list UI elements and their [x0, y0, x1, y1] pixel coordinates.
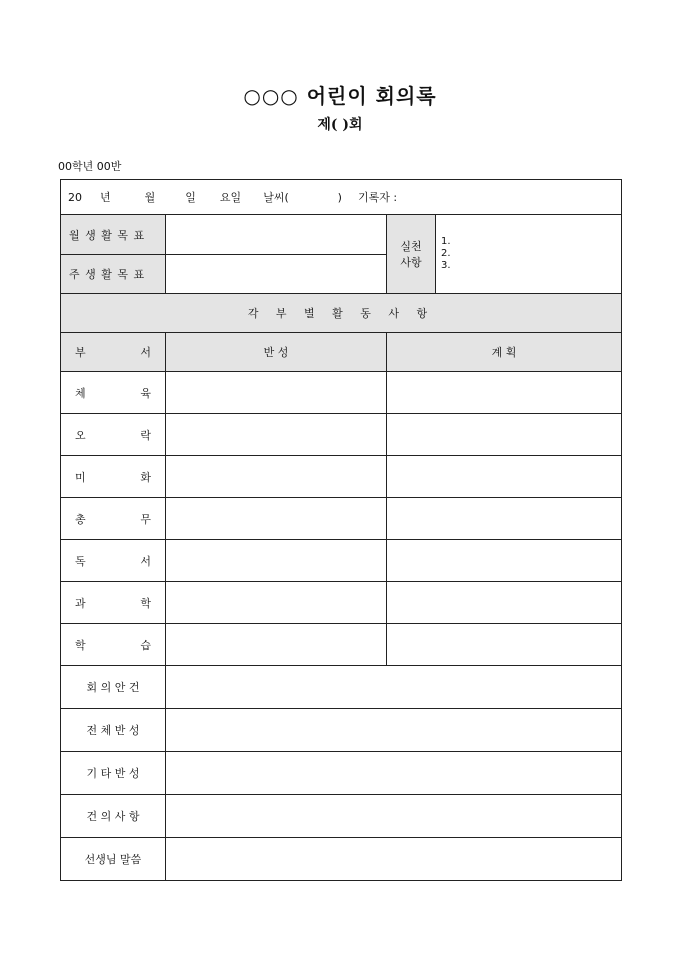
department-label-left: 과	[75, 596, 86, 610]
department-row	[61, 414, 622, 456]
department-label-right: 락	[140, 428, 151, 442]
footer-row	[61, 752, 622, 795]
monthly-goal-field[interactable]	[166, 215, 387, 255]
overall-reflection-label: 전 체 반 성	[61, 709, 166, 752]
footer-row	[61, 666, 622, 709]
department-label-left: 총	[75, 512, 86, 526]
agenda-label: 회 의 안 건	[61, 666, 166, 709]
department-label-left: 미	[75, 470, 86, 484]
footer-row	[61, 709, 622, 752]
reflection-field[interactable]	[166, 498, 387, 540]
column-header-row	[61, 333, 622, 372]
suggestions-field[interactable]	[166, 795, 622, 838]
weather-label: 날씨( )	[263, 191, 342, 204]
year-unit: 년	[100, 191, 111, 204]
meeting-minutes-form	[60, 179, 622, 881]
year-value: 20	[68, 190, 82, 204]
monthly-goal-label: 월 생 활 목 표	[61, 215, 166, 255]
department-row	[61, 540, 622, 582]
practice-label-line1: 실천	[400, 240, 422, 253]
date-cell[interactable]	[61, 180, 622, 215]
date-row	[61, 180, 622, 215]
other-reflection-label: 기 타 반 성	[61, 752, 166, 795]
session-number: 제( )회	[317, 117, 363, 133]
section-banner-row	[61, 294, 622, 333]
plan-field[interactable]	[387, 624, 622, 666]
department-label-left: 학	[75, 638, 86, 652]
department-label-left: 오	[75, 428, 86, 442]
reflection-field[interactable]	[166, 372, 387, 414]
department-row	[61, 582, 622, 624]
overall-reflection-field[interactable]	[166, 709, 622, 752]
department-label-right: 서	[140, 554, 151, 568]
department-label-right: 습	[140, 638, 151, 652]
department-label-right: 학	[140, 596, 151, 610]
department-row	[61, 456, 622, 498]
department-header-left: 부	[75, 346, 86, 359]
plan-field[interactable]	[387, 414, 622, 456]
department-header	[61, 333, 166, 372]
recorder-label: 기록자 :	[357, 191, 398, 204]
footer-row	[61, 838, 622, 881]
department-label	[61, 456, 166, 498]
plan-field[interactable]	[387, 498, 622, 540]
teacher-remarks-field[interactable]	[166, 838, 622, 881]
department-label-right: 무	[140, 512, 151, 526]
department-label-right: 육	[140, 386, 151, 400]
section-banner: 각 부 별 활 동 사 항	[61, 294, 622, 333]
department-label	[61, 624, 166, 666]
document-title: ○○○ 어린이 회의록	[243, 84, 437, 108]
department-header-right: 서	[140, 346, 151, 359]
department-label-right: 화	[140, 470, 151, 484]
plan-field[interactable]	[387, 582, 622, 624]
practice-item-2: 2.	[441, 248, 451, 259]
department-label	[61, 414, 166, 456]
weekday-label: 요일	[219, 191, 242, 204]
practice-label	[387, 215, 436, 294]
practice-items[interactable]	[436, 215, 622, 294]
department-label-left: 체	[75, 386, 86, 400]
department-row	[61, 498, 622, 540]
plan-header: 계 획	[387, 333, 622, 372]
day-unit: 일	[185, 191, 196, 204]
department-label	[61, 540, 166, 582]
month-unit: 월	[144, 191, 156, 204]
plan-field[interactable]	[387, 372, 622, 414]
plan-field[interactable]	[387, 456, 622, 498]
weekly-goal-label: 주 생 활 목 표	[61, 255, 166, 294]
department-label	[61, 582, 166, 624]
department-label	[61, 372, 166, 414]
plan-field[interactable]	[387, 540, 622, 582]
department-row	[61, 624, 622, 666]
class-label: 00학년 00반	[58, 160, 122, 173]
reflection-field[interactable]	[166, 456, 387, 498]
reflection-field[interactable]	[166, 582, 387, 624]
practice-item-3: 3.	[441, 260, 451, 271]
weekly-goal-field[interactable]	[166, 255, 387, 294]
suggestions-label: 건 의 사 항	[61, 795, 166, 838]
practice-item-1: 1.	[441, 236, 451, 247]
other-reflection-field[interactable]	[166, 752, 622, 795]
department-label-left: 독	[75, 554, 86, 568]
department-label	[61, 498, 166, 540]
reflection-field[interactable]	[166, 624, 387, 666]
teacher-remarks-label: 선생님 말씀	[61, 838, 166, 881]
footer-row	[61, 795, 622, 838]
reflection-field[interactable]	[166, 540, 387, 582]
agenda-field[interactable]	[166, 666, 622, 709]
reflection-field[interactable]	[166, 414, 387, 456]
department-row	[61, 372, 622, 414]
reflection-header: 반 성	[166, 333, 387, 372]
monthly-goal-row	[61, 215, 622, 255]
practice-label-line2: 사항	[400, 256, 422, 269]
